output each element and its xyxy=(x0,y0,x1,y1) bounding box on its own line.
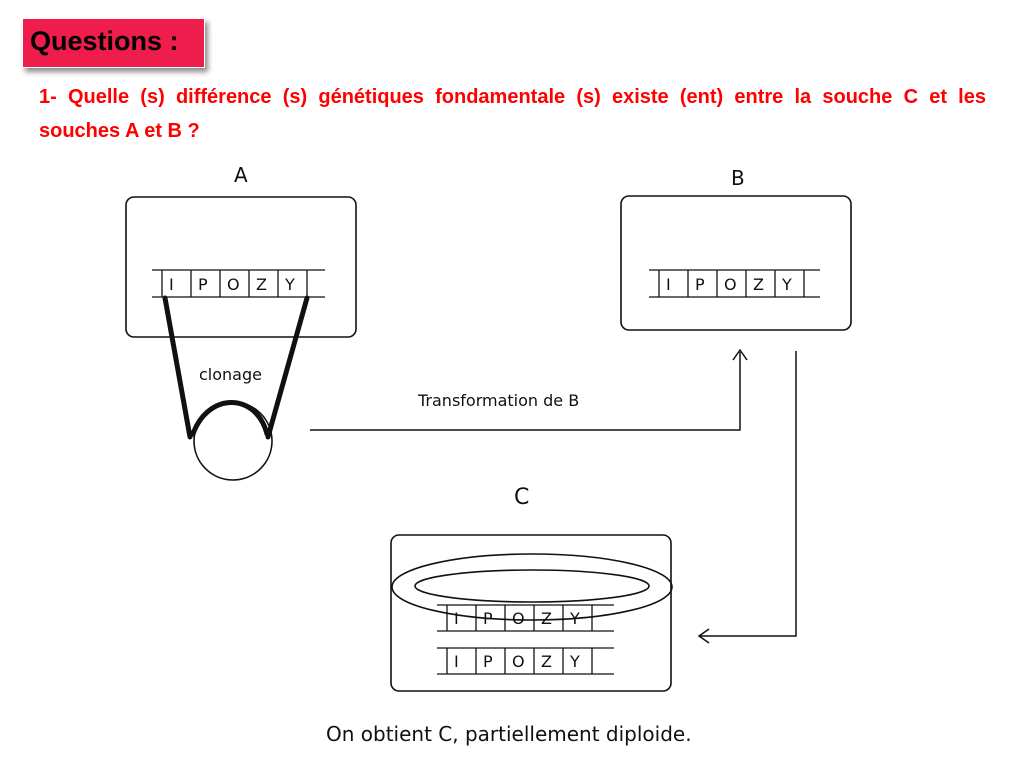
label-b: B xyxy=(731,166,745,190)
gene-label-p: P xyxy=(483,609,493,628)
gene-label-i: I xyxy=(454,652,459,671)
cut-line-left xyxy=(165,298,190,437)
gene-label-i: I xyxy=(169,275,174,294)
gene-label-z: Z xyxy=(753,275,764,294)
label-c: C xyxy=(514,485,530,510)
bacterium-a xyxy=(126,197,356,337)
bacterium-c xyxy=(391,535,671,691)
gene-label-i: I xyxy=(666,275,671,294)
label-a: A xyxy=(234,163,248,187)
gene-row-a xyxy=(152,270,325,297)
gene-label-y: Y xyxy=(570,652,580,671)
arrow-to-c xyxy=(700,351,796,636)
gene-label-o: O xyxy=(512,652,525,671)
gene-row-b xyxy=(649,270,820,297)
caption: On obtient C, partiellement diploide. xyxy=(326,722,692,746)
gene-label-y: Y xyxy=(285,275,295,294)
cut-line-right xyxy=(268,298,307,437)
gene-label-o: O xyxy=(724,275,737,294)
gene-label-p: P xyxy=(483,652,493,671)
gene-label-z: Z xyxy=(541,609,552,628)
gene-label-y: Y xyxy=(570,609,580,628)
gene-label-z: Z xyxy=(541,652,552,671)
gene-label-i: I xyxy=(454,609,459,628)
label-clonage: clonage xyxy=(199,365,262,384)
bacterium-b xyxy=(621,196,851,330)
gene-label-y: Y xyxy=(782,275,792,294)
slide-title: Questions : xyxy=(30,26,179,56)
gene-row-c-chromosome xyxy=(437,648,614,674)
gene-label-p: P xyxy=(198,275,208,294)
gene-label-o: O xyxy=(227,275,240,294)
insert-arc xyxy=(193,403,267,435)
gene-label-p: P xyxy=(695,275,705,294)
plasmid-ring-inner xyxy=(415,570,649,602)
plasmid-ring-outer xyxy=(392,554,672,620)
label-transformation: Transformation de B xyxy=(418,391,580,410)
question-text: 1- Quelle (s) différence (s) génétiques fondamentale (s) existe (ent) entre la souche C et les souches A et B ? xyxy=(39,86,986,142)
gene-label-o: O xyxy=(512,609,525,628)
gene-label-z: Z xyxy=(256,275,267,294)
